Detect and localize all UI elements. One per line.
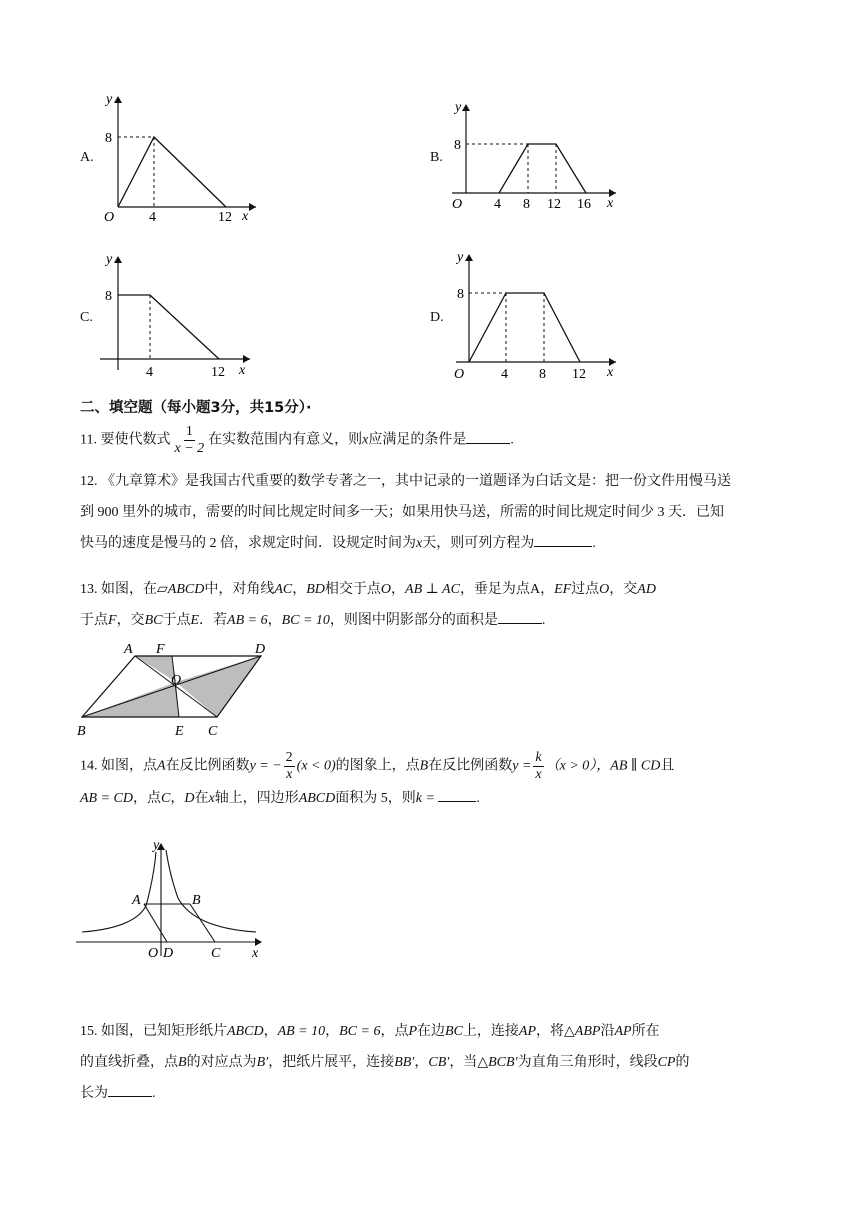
svg-text:x: x — [607, 196, 614, 211]
svg-text:D: D — [163, 946, 174, 961]
section-title: 二、填空题（每小题3分，共15分）· — [80, 400, 312, 416]
option-b-graph — [444, 100, 634, 220]
svg-text:8: 8 — [539, 367, 546, 382]
figure-13-parallelogram — [74, 640, 284, 740]
svg-text:8: 8 — [454, 138, 461, 153]
svg-text:C: C — [208, 724, 218, 739]
svg-text:x: x — [252, 946, 259, 961]
svg-text:O: O — [452, 197, 463, 212]
svg-text:B: B — [77, 724, 86, 739]
svg-text:O: O — [454, 367, 465, 382]
svg-text:x: x — [239, 363, 246, 378]
question-11: 11. 要使代数式 $\frac{1}{x - 2}$ 在实数范围内有意义，则x应满足的条件是 . — [80, 424, 514, 456]
option-d-graph — [452, 250, 632, 385]
answer-blank — [108, 1082, 152, 1097]
answer-blank — [498, 609, 542, 624]
answer-blank — [534, 532, 592, 547]
option-c-label: C. — [80, 310, 93, 325]
svg-text:O: O — [148, 946, 159, 961]
y-axis-label: y — [106, 92, 113, 107]
svg-text:A: A — [132, 893, 141, 908]
svg-text:O: O — [171, 673, 182, 688]
svg-text:F: F — [156, 642, 165, 657]
question-12: 12. 《九章算术》是我国古代重要的数学专著之一，其中记录的一道题译为白话文是：把一份文件用慢马送 到 900 里外的城市，需要的时间比规定时间多一天；如果用快马送，所需的时间比规定时间少 3 天．已知 快马的速度是慢马的 2 倍，求规定时间．设规定时间为x天，则可列方程为 . — [80, 474, 731, 551]
origin-label: O — [104, 210, 115, 225]
svg-text:y: y — [153, 838, 160, 853]
svg-text:4: 4 — [146, 365, 153, 380]
question-14: 14. 如图，点A在反比例函数y = − $\frac{2}{x}$ (x < 0)的图象上，点B在反比例函数y = $\frac{k}{x}$ （x > 0），AB ∥ CD且 AB = CD，点C，D在x轴上，四边形ABCD面积为 5，则k = . — [80, 750, 675, 806]
svg-text:D: D — [255, 642, 266, 657]
svg-text:E: E — [175, 724, 184, 739]
svg-text:12: 12 — [572, 367, 586, 382]
svg-text:y: y — [457, 250, 464, 265]
question-13: 13. 如图，在▱ABCD中，对角线AC，BD相交于点O，AB ⊥ AC，垂足为点A，EF过点O，交AD 于点F，交BC于点E．若AB = 6，BC = 10，则图中阴影部分的面积是 . — [80, 582, 656, 628]
svg-text:8: 8 — [105, 289, 112, 304]
x-tick-4: 4 — [149, 210, 156, 225]
svg-text:4: 4 — [494, 197, 501, 212]
option-d-label: D. — [430, 310, 444, 325]
svg-text:12: 12 — [547, 197, 561, 212]
answer-blank — [438, 787, 476, 802]
x-axis-label: x — [242, 209, 249, 224]
svg-text:8: 8 — [457, 287, 464, 302]
svg-text:8: 8 — [523, 197, 530, 212]
option-a-graph — [96, 90, 276, 230]
option-a-label: A. — [80, 150, 94, 165]
question-15: 15. 如图，已知矩形纸片ABCD，AB = 10，BC = 6，点P在边BC上，连接AP，将△ABP沿AP所在 的直线折叠，点B的对应点为B′，把纸片展平，连接BB′，CB′，当△BCB′为直角三角形时，线段CP的 长为 . — [80, 1024, 690, 1101]
option-b-label: B. — [430, 150, 443, 165]
svg-text:16: 16 — [577, 197, 591, 212]
svg-text:A: A — [124, 642, 133, 657]
svg-text:4: 4 — [501, 367, 508, 382]
svg-text:C: C — [211, 946, 221, 961]
svg-text:B: B — [192, 893, 201, 908]
svg-text:y: y — [455, 100, 462, 115]
answer-blank — [466, 429, 510, 444]
svg-text:y: y — [106, 252, 113, 267]
x-tick-12: 12 — [218, 210, 232, 225]
svg-text:x: x — [607, 365, 614, 380]
svg-text:12: 12 — [211, 365, 225, 380]
figure-14-hyperbola — [74, 836, 274, 966]
option-c-graph — [96, 250, 276, 385]
y-tick-8: 8 — [105, 131, 112, 146]
